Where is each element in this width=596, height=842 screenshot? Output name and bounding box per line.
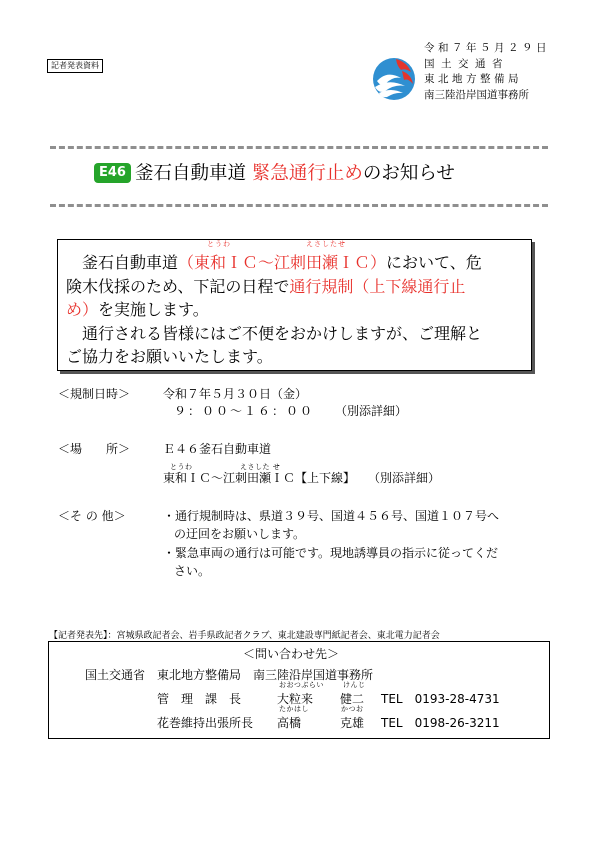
other-detour-2: の迂回をお願いします。	[174, 527, 306, 541]
place-section: 東和ＩＣ～江刺田瀬ＩＣ【上下線】	[163, 471, 356, 485]
notice-text-3: を実施します。	[98, 300, 209, 319]
place-road: Ｅ４６釜石自動車道	[163, 442, 272, 456]
contact-given-1: 健二	[340, 692, 365, 706]
page-title	[94, 160, 455, 188]
datetime-time: ９：００～１６：００	[174, 404, 315, 418]
notice-text-1: において、危	[386, 253, 482, 272]
contact-role-1: 管 理 課 長	[157, 692, 242, 706]
mlit-logo-icon	[371, 56, 417, 102]
contact-ruby-surname-1: おおつぶらい	[279, 681, 324, 689]
datetime-note: （別添詳細）	[335, 404, 408, 418]
title-divider-top	[50, 146, 548, 149]
notice-text-5: ご協力をお願いいたします。	[66, 347, 273, 366]
datetime-label: ＜規制日時＞	[58, 387, 131, 401]
notice-text	[66, 240, 528, 369]
contact-surname-2: 高橋	[277, 716, 302, 730]
press-release-badge: 記者発表資料	[47, 59, 103, 73]
notice-text-2: 険木伐採のため、下記の日程で	[66, 276, 290, 296]
title-road: 釜石自動車道	[134, 163, 246, 184]
datetime-date: 令和７年５月３０日（金）	[163, 387, 308, 401]
title-suffix: のお知らせ	[362, 163, 455, 184]
office-name: 南三陸沿岸国道事務所	[424, 88, 529, 101]
ruby-esashitase: えさしたせ	[306, 240, 346, 248]
notice-restriction-end: め）	[66, 300, 99, 319]
ministry-name: 国土交通省	[424, 57, 509, 70]
other-label: ＜そ の 他＞	[58, 509, 126, 523]
notice-restriction: 通行規制（上下線通行止	[289, 276, 466, 296]
contact-org: 国土交通省 東北地方整備局 南三陸沿岸国道事務所	[85, 668, 374, 682]
contact-ruby-given-1: けんじ	[343, 681, 366, 689]
bureau-name: 東北地方整備局	[424, 73, 522, 85]
contact-role-2: 花巻維持出張所長	[157, 716, 254, 730]
title-highlight: 緊急通行止め	[251, 163, 363, 184]
place-ruby-esashitase: えさした せ	[240, 463, 281, 471]
other-emergency-1: ・緊急車両の通行は可能です。現地誘導員の指示に従ってくだ	[163, 546, 499, 560]
place-note: （別添詳細）	[368, 471, 441, 485]
notice-text-4: 通行される皆様にはご不便をおかけしますが、ご理解と	[82, 323, 483, 343]
contact-surname-1: 大粒来	[277, 692, 314, 706]
notice-section: （東和ＩＣ～江刺田瀬ＩＣ）	[178, 253, 387, 272]
contact-heading: ＜問い合わせ先＞	[243, 647, 340, 661]
place-ruby-towa: とうわ	[170, 463, 193, 471]
place-label: ＜場 所＞	[58, 442, 131, 456]
contact-tel-1: TEL 0193-28-4731	[381, 692, 500, 706]
notice-road: 釜石自動車道	[82, 253, 179, 272]
release-date: 令和７年５月２９日	[424, 42, 550, 54]
route-badge: E46	[94, 163, 131, 183]
other-detour-1: ・通行規制時は、県道３９号、国道４５６号、国道１０７号へ	[163, 509, 500, 523]
other-emergency-2: さい。	[174, 564, 211, 578]
ruby-towa: とうわ	[207, 240, 231, 248]
title-divider-bottom	[50, 204, 548, 207]
agency-block	[424, 41, 550, 103]
contact-tel-2: TEL 0198-26-3211	[381, 716, 500, 730]
contact-ruby-surname-2: たかはし	[279, 705, 309, 713]
contact-ruby-given-2: かつお	[341, 705, 364, 713]
press-recipients: 【記者発表先】：宮城県政記者会、岩手県政記者クラブ、東北建設専門紙記者会、東北電力記者会	[49, 631, 440, 641]
contact-given-2: 克雄	[340, 716, 365, 730]
